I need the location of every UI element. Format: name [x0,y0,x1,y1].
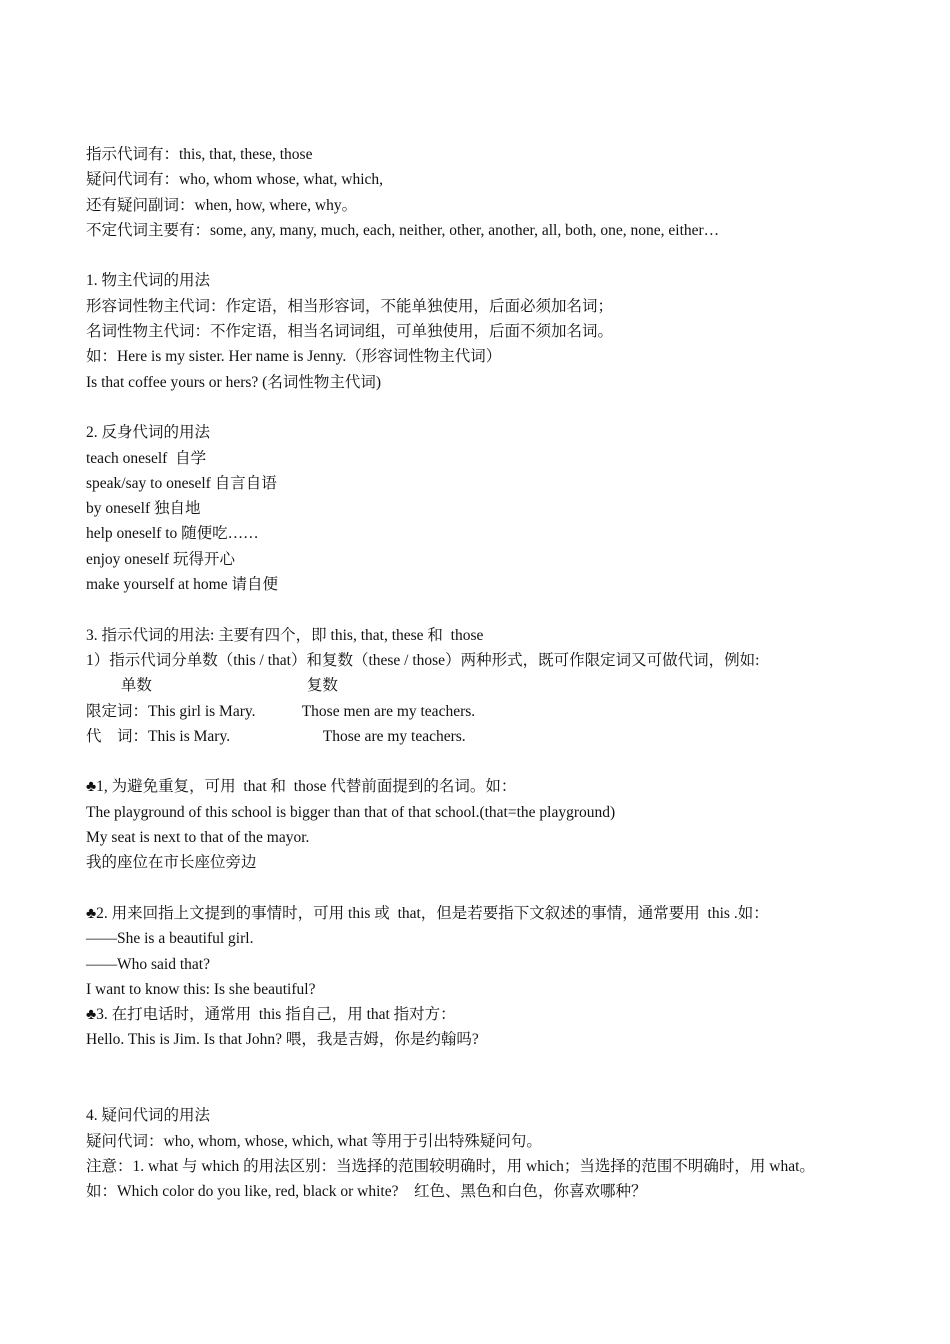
spacer [86,876,876,901]
example-line: The playground of this school is bigger than that of that school.(that=the playground) [86,803,616,821]
note-line: ♣2. 用来回指上文提到的事情时，可用 this 或 that，但是若要指下文叙述的事情，通常要用 this .如： [86,904,769,922]
spacer [86,749,876,774]
interrogative-adverbs-list: 还有疑问副词：when, how, where, why。 [86,196,358,214]
phrase-line: by oneself 独自地 [86,500,201,518]
example-line: 如：Which color do you like, red, black or white? 红色、黑色和白色，你喜欢哪种？ [86,1183,647,1201]
note-line: ♣3. 在打电话时，通常用 this 指自己，用 that 指对方： [86,1006,456,1024]
translation-line: 我的座位在市长座位旁边 [86,854,257,872]
dialogue-line: ——Who said that? [86,955,210,973]
section-1-heading: 1. 物主代词的用法 [86,272,211,290]
paragraph-line: 疑问代词：who, whom, whose, which, what 等用于引出特殊疑问句。 [86,1132,542,1150]
document-body [86,142,876,1204]
interrogative-pronouns-list: 疑问代词有：who, whom whose, what, which, [86,171,384,189]
phrase-line: enjoy oneself 玩得开心 [86,550,235,568]
indefinite-pronouns-list: 不定代词主要有：some, any, many, much, each, neither, other, another, all, both, one, none, either… [86,221,720,239]
section-2-heading: 2. 反身代词的用法 [86,424,211,442]
spacer [86,395,876,420]
phrase-line: make yourself at home 请自便 [86,576,278,594]
example-line: 如：Here is my sister. Her name is Jenny.（形容词性物主代词） [86,348,502,366]
spacer [86,243,876,268]
section-3-heading: 3. 指示代词的用法: 主要有四个，即 this, that, these 和 those [86,626,484,644]
phrase-line: speak/say to oneself 自言自语 [86,474,277,492]
spacer [86,597,876,622]
paragraph-line: 形容词性物主代词：作定语，相当形容词，不能单独使用，后面必须加名词； [86,297,614,315]
example-line: Is that coffee yours or hers? (名词性物主代词) [86,373,382,391]
dialogue-line: ——She is a beautiful girl. [86,930,254,948]
note-paragraph: 注意：1. what 与 which 的用法区别：当选择的范围较明确时，用 which；当选择的范围不明确时，用 what。 [86,1157,815,1175]
table-header-line: 单数 复数 [86,677,338,695]
paragraph-line: 名词性物主代词：不作定语，相当名词词组，可单独使用，后面不须加名词。 [86,323,614,341]
example-line: I want to know this: Is she beautiful? [86,980,316,998]
phrase-line: help oneself to 随便吃…… [86,525,259,543]
example-line: Hello. This is Jim. Is that John? 喂，我是吉姆，你是约翰吗? [86,1031,479,1049]
spacer [86,1053,876,1078]
note-line: ♣1, 为避免重复，可用 that 和 those 代替前面提到的名词。如： [86,778,517,796]
phrase-line: teach oneself 自学 [86,449,207,467]
table-row-line: 代 词：This is Mary. Those are my teachers. [86,727,466,745]
demonstrative-pronouns-list: 指示代词有：this, that, these, those [86,146,313,163]
example-line: My seat is next to that of the mayor. [86,829,310,847]
spacer [86,1078,876,1103]
table-row-line: 限定词：This girl is Mary. Those men are my teachers. [86,702,476,720]
paragraph-line: 1）指示代词分单数（this / that）和复数（these / those）两种形式，既可作限定词又可做代词，例如: [86,651,760,669]
section-4-heading: 4. 疑问代词的用法 [86,1107,211,1125]
